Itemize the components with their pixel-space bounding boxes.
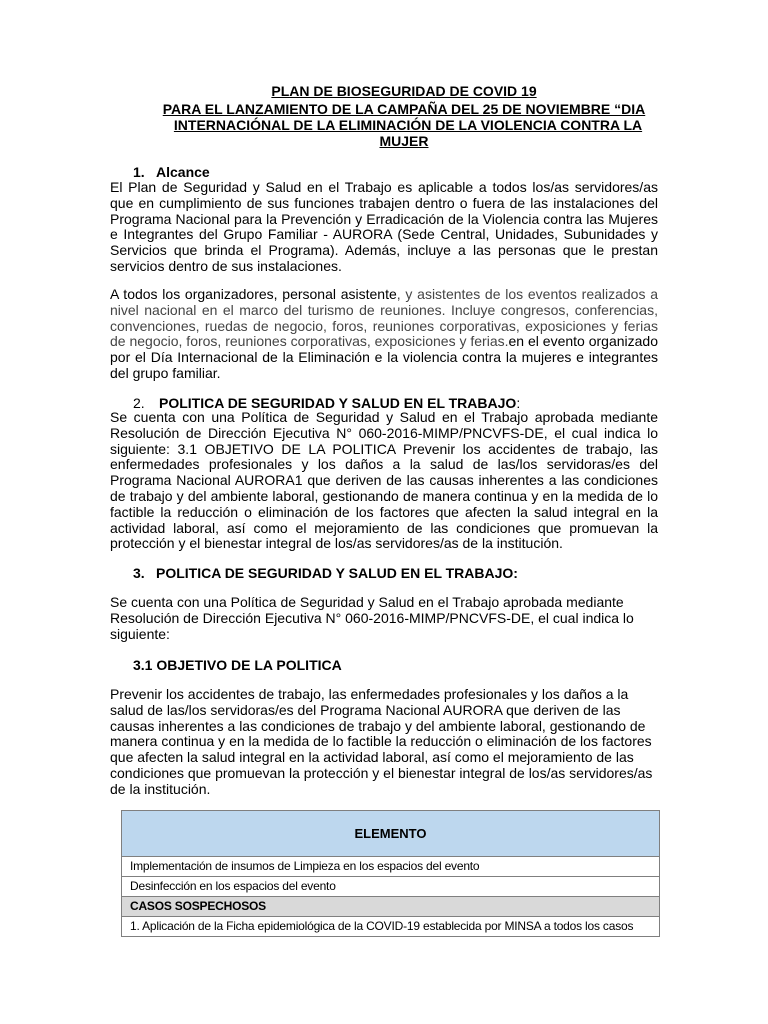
table-cell: Implementación de insumos de Limpieza en los espacios del evento	[122, 857, 660, 877]
section-3-number: 3.	[133, 565, 145, 581]
section-1-heading	[133, 164, 210, 180]
section-1-paragraph-2	[110, 287, 658, 382]
section-3-heading	[133, 565, 518, 581]
table-section-row	[122, 897, 660, 917]
table-cell: 1. Aplicación de la Ficha epidemiológica de la COVID-19 establecida por MINSA a todos los casos	[122, 917, 660, 937]
section-2-number: 2.	[133, 395, 145, 411]
section-1-paragraph-2-part-b: , y asistentes de los eventos realizados a nivel nacional en el marco del turismo de reuniones. Incluye congresos, conferencias, convenciones, ruedas de negocio, foros, reuniones corporativas, exposiciones y ferias de negocio, foros, reuniones corporativas, exposiciones y ferias.	[110, 286, 658, 350]
section-1-title: Alcance	[156, 164, 210, 180]
table-section-label: CASOS SOSPECHOSOS	[122, 897, 660, 917]
table-row	[122, 877, 660, 897]
section-1-paragraph-2-part-a: A todos los organizadores, personal asistente	[110, 286, 397, 302]
section-1-paragraph-1: El Plan de Seguridad y Salud en el Trabajo es aplicable a todos los/as servidores/as que en cumplimiento de sus funciones trabajen dentro o fuera de las instalaciones del Programa Nacional para la Prevención y Erradicación de la Violencia contra las Mujeres e Integrantes del Grupo Familiar - AURORA (Sede Central, Unidades, Subunidades y Servicios que brinda el Programa). Además, incluye a las personas que le prestan servicios dentro de sus instalaciones.	[110, 179, 658, 274]
section-1-paragraph-2-part-c: en el evento organizado por el Día Internacional de la Eliminación e la violencia contra la mujeres e integrantes del grupo familiar.	[110, 333, 658, 381]
section-3-title: POLITICA DE SEGURIDAD Y SALUD EN EL TRABAJO:	[156, 565, 518, 581]
document-title-line-1: PLAN DE BIOSEGURIDAD DE COVID 19	[271, 83, 537, 99]
section-2-title: POLITICA DE SEGURIDAD Y SALUD EN EL TRABAJO	[159, 395, 517, 411]
section-2-colon: :	[516, 395, 521, 411]
table-row	[122, 857, 660, 877]
document-title-line-2: PARA EL LANZAMIENTO DE LA CAMPAÑA DEL 25 DE NOVIEMBRE “DIA	[162, 101, 646, 117]
elements-table-header-row	[122, 811, 660, 857]
section-3-1-heading: 3.1 OBJETIVO DE LA POLITICA	[133, 657, 342, 673]
document-title-line-3: INTERNACIÓNAL DE LA ELIMINACIÓN DE LA VIOLENCIA CONTRA LA	[173, 117, 643, 133]
table-row	[122, 917, 660, 937]
section-3-paragraph: Se cuenta con una Política de Seguridad y Salud en el Trabajo aprobada mediante Resolución de Dirección Ejecutiva N° 060-2016-MIMP/PNCVFS-DE, el cual indica lo siguiente:	[110, 594, 634, 642]
elements-table-header: ELEMENTO	[122, 811, 660, 857]
document-title-line-4: MUJER	[379, 133, 429, 149]
elements-table	[121, 810, 660, 937]
section-3-1-paragraph: Prevenir los accidentes de trabajo, las enfermedades profesionales y los daños a la salud de las/los servidoras/es del Programa Nacional AURORA que deriven de las causas inherentes a las condiciones de trabajo y del ambiente laboral, gestionando de manera continua y en la medida de lo factible la reducción o eliminación de los factores que afecten la salud integral en la actividad laboral, así como el mejoramiento de las condiciones que promuevan la protección y el bienestar integral de los/as servidores/as de la institución.	[110, 686, 653, 797]
section-1-number: 1.	[133, 164, 145, 180]
table-cell: Desinfección en los espacios del evento	[122, 877, 660, 897]
section-2-paragraph: Se cuenta con una Política de Seguridad y Salud en el Trabajo aprobada mediante Resolución de Dirección Ejecutiva N° 060-2016-MIMP/PNCVFS-DE, el cual indica lo siguiente: 3.1 OBJETIVO DE LA POLITICA Prevenir los accidentes de trabajo, las enfermedades profesionales y los daños a la salud de las/los servidoras/es del Programa Nacional AURORA1 que deriven de las causas inherentes a las condiciones de trabajo y del ambiente laboral, gestionando de manera continua y en la medida de lo factible la reducción o eliminación de los factores que afecten la salud integral en la actividad laboral, así como el mejoramiento de las condiciones que promuevan la protección y el bienestar integral de los/as servidores/as de la institución.	[110, 409, 658, 552]
